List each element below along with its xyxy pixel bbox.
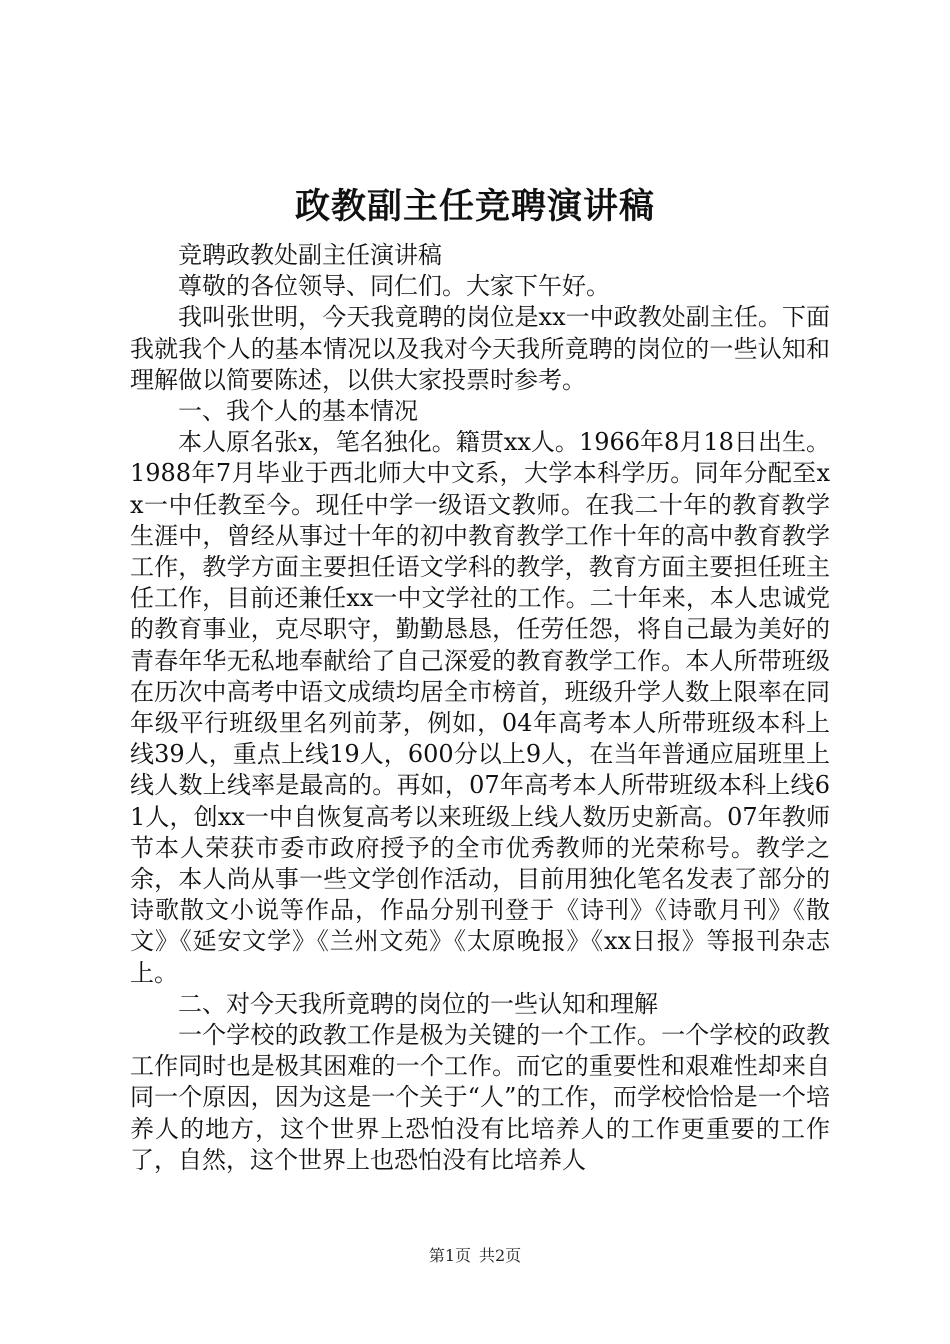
subtitle-paragraph: 竞聘政教处副主任演讲稿 [178, 241, 442, 269]
introduction-paragraph: 我叫张世明，今天我竟聘的岗位是xx一中政教处副主任。下面我就我个人的基本情况以及我对今天我所竟聘的岗位的一些认知和理解做以简要陈述，以供大家投票时参考。 [130, 303, 830, 394]
greeting-paragraph: 尊敬的各位领导、同仁们。大家下午好。 [178, 272, 610, 301]
document-body [130, 240, 830, 1176]
section-heading-1: 一、我个人的基本情况 [178, 397, 418, 426]
page-number: 第1页 [428, 1246, 471, 1265]
document-title: 政教副主任竞聘演讲稿 [294, 186, 655, 227]
background-paragraph: 本人原名张x，笔名独化。籍贯xx人。1966年8月18日出生。1988年7月毕业于西北师大中文系，大学本科学历。同年分配至xx一中任教至今。现任中学一级语文教师。在我二十年的教育教学生涯中，曾经从事过十年的初中教育教学工作十年的高中教育教学工作，教学方面主要担任语文学科的教学，教育方面主要担任班主任工作，目前还兼任xx一中文学社的工作。二十年来，本人忠诚党的教育事业，克尽职守，勤勤恳恳，任劳任怨，将自己最为美好的青春年华无私地奉献给了自己深爱的教育教学工作。本人所带班级在历次中高考中语文成绩均居全市榜首，班级升学人数上限率在同年级平行班级里名列前茅，例如，04年高考本人所带班级本科上线39人，重点上线19人，600分以上9人，在当年普通应届班里上线人数上线率是最高的。再如，07年高考本人所带班级本科上线61人，创xx一中自恢复高考以来班级上线人数历史新高。07年教师节本人荣获市委市政府授予的全市优秀教师的光荣称号。教学之余，本人尚从事一些文学创作活动，目前用独化笔名发表了部分的诗歌散文小说等作品，作品分别刊登于《诗刊》《诗歌月刊》《散文》《延安文学》《兰州文苑》《太原晚报》《xx日报》等报刊杂志上。 [130, 428, 830, 987]
understanding-paragraph: 一个学校的政教工作是极为关键的一个工作。一个学校的政教工作同时也是极其困难的一个工作。而它的重要性和艰难性却来自同一个原因，因为这是一个关于“人”的工作，而学校恰恰是一个培养人的地方，这个世界上恐怕没有比培养人的工作更重要的工作了，自然，这个世界上也恐怕没有比培养人 [130, 1021, 830, 1174]
page-footer [0, 1245, 950, 1267]
page-total: 共2页 [479, 1246, 522, 1265]
section-heading-2: 二、对今天我所竟聘的岗位的一些认知和理解 [178, 989, 658, 1018]
